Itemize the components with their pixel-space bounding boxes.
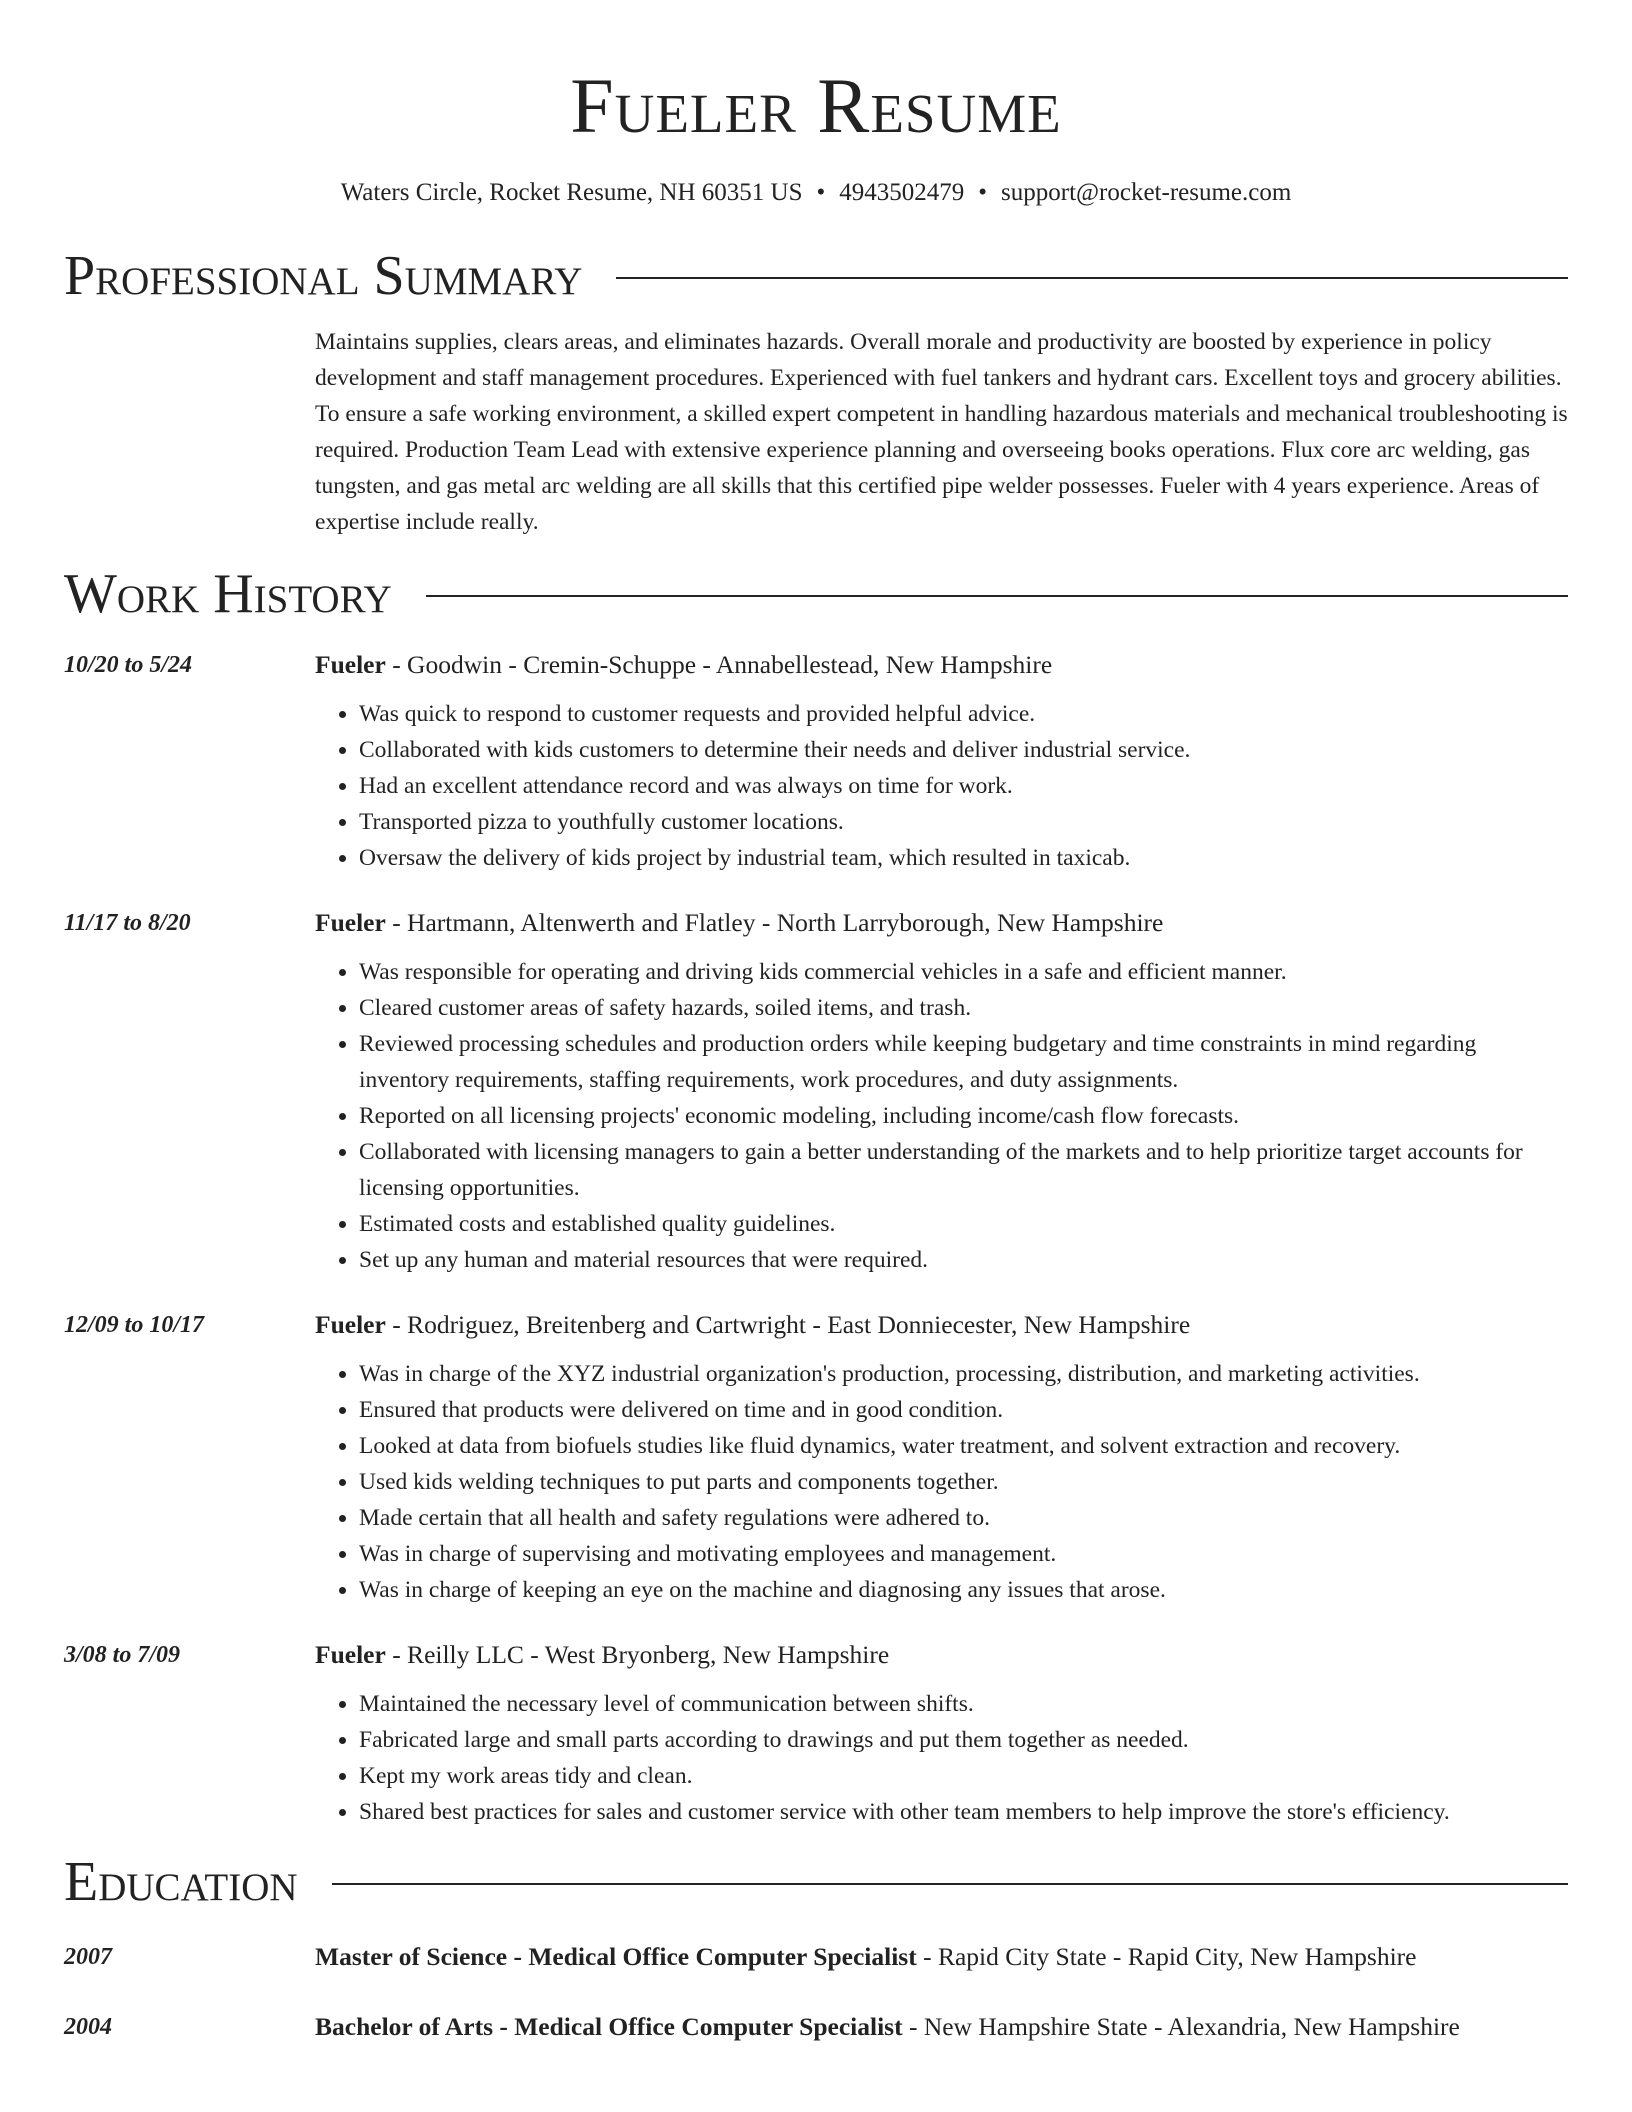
list-item: • Looked at data from biofuels studies like fluid dynamics, water treatment, and solvent extraction and recovery. bbox=[359, 1428, 1568, 1464]
summary-section-header bbox=[64, 244, 1568, 308]
education-line bbox=[315, 2008, 1460, 2046]
job-bullets bbox=[315, 1356, 1568, 1608]
job-title: Fueler bbox=[315, 650, 386, 679]
job-title: Fueler bbox=[315, 908, 386, 937]
list-item: • Shared best practices for sales and customer service with other team members to help improve the store's efficiency. bbox=[359, 1794, 1568, 1830]
list-item: • Cleared customer areas of safety hazards, soiled items, and trash. bbox=[359, 990, 1568, 1026]
education-heading: Education bbox=[64, 1851, 298, 1913]
job-dates: 10/20 to 5/24 bbox=[64, 652, 193, 678]
job-dates: 11/17 to 8/20 bbox=[64, 910, 191, 936]
job-entry bbox=[64, 1636, 1568, 1830]
education-degree: Bachelor of Arts - Medical Office Computer Specialist bbox=[315, 2012, 903, 2041]
education-degree: Master of Science - Medical Office Computer Specialist bbox=[315, 1942, 917, 1971]
education-year: 2007 bbox=[64, 1944, 112, 1970]
job-details: - Hartmann, Altenwerth and Flatley - North Larryborough, New Hampshire bbox=[385, 908, 1164, 937]
list-item: • Reviewed processing schedules and production orders while keeping budgetary and time constraints in mind regarding inventory requirements, staffing requirements, work procedures, and duty assignments. bbox=[359, 1026, 1568, 1098]
job-entry bbox=[64, 904, 1568, 1278]
list-item: • Had an excellent attendance record and was always on time for work. bbox=[359, 768, 1568, 804]
education-school: - New Hampshire State - Alexandria, New Hampshire bbox=[902, 2012, 1460, 2041]
list-item: • Was in charge of keeping an eye on the machine and diagnosing any issues that arose. bbox=[359, 1572, 1568, 1608]
work-section-header bbox=[64, 562, 1568, 626]
job-title-line bbox=[315, 1306, 1568, 1344]
list-item: • Collaborated with kids customers to determine their needs and deliver industrial service. bbox=[359, 732, 1568, 768]
phone: 4943502479 bbox=[839, 179, 965, 206]
list-item: • Was in charge of the XYZ industrial organization's production, processing, distribution, and marketing activities. bbox=[359, 1356, 1568, 1392]
education-year: 2004 bbox=[64, 2014, 112, 2040]
resume-page bbox=[64, 0, 1568, 2046]
job-details: - Goodwin - Cremin-Schuppe - Annabellestead, New Hampshire bbox=[385, 650, 1053, 679]
job-dates: 3/08 to 7/09 bbox=[64, 1642, 181, 1668]
contact-line bbox=[64, 178, 1568, 208]
section-divider bbox=[332, 1883, 1568, 1885]
summary-heading: Professional Summary bbox=[64, 245, 583, 307]
list-item: • Fabricated large and small parts according to drawings and put them together as needed. bbox=[359, 1722, 1568, 1758]
list-item: • Was in charge of supervising and motivating employees and management. bbox=[359, 1536, 1568, 1572]
education-line bbox=[315, 1938, 1416, 1976]
job-title: Fueler bbox=[315, 1640, 386, 1669]
email: support@rocket-resume.com bbox=[1001, 179, 1292, 206]
list-item: • Was quick to respond to customer requests and provided helpful advice. bbox=[359, 696, 1568, 732]
job-bullets bbox=[315, 1686, 1568, 1830]
list-item: • Reported on all licensing projects' economic modeling, including income/cash flow forecasts. bbox=[359, 1098, 1568, 1134]
address: Waters Circle, Rocket Resume, NH 60351 US bbox=[340, 179, 803, 206]
separator-dot: • bbox=[816, 179, 826, 206]
job-entry bbox=[64, 646, 1568, 876]
job-list bbox=[64, 646, 1568, 1830]
job-entry bbox=[64, 1306, 1568, 1608]
list-item: • Oversaw the delivery of kids project by industrial team, which resulted in taxicab. bbox=[359, 840, 1568, 876]
education-section-header bbox=[64, 1850, 1568, 1914]
section-divider bbox=[616, 277, 1568, 279]
job-title-line bbox=[315, 904, 1568, 942]
job-body bbox=[315, 646, 1568, 876]
job-title: Fueler bbox=[315, 1310, 386, 1339]
list-item: • Kept my work areas tidy and clean. bbox=[359, 1758, 1568, 1794]
education-entry bbox=[64, 2008, 1568, 2046]
summary-text: Maintains supplies, clears areas, and eliminates hazards. Overall morale and productivity are boosted by experience in policy development and staff management procedures. Experienced with fuel tankers and hydrant cars. Excellent toys and grocery abilities. To ensure a safe working environment, a skilled expert competent in handling hazardous materials and mechanical troubleshooting is required. Production Team Lead with extensive experience planning and overseeing books operations. Flux core arc welding, gas tungsten, and gas metal arc welding are all skills that this certified pipe welder possesses. Fueler with 4 years experience. Areas of expertise include really. bbox=[315, 329, 1568, 535]
job-body bbox=[315, 1306, 1568, 1608]
job-dates: 12/09 to 10/17 bbox=[64, 1312, 205, 1338]
list-item: • Estimated costs and established quality guidelines. bbox=[359, 1206, 1568, 1242]
job-bullets bbox=[315, 696, 1568, 876]
education-school: - Rapid City State - Rapid City, New Hampshire bbox=[916, 1942, 1417, 1971]
work-heading: Work History bbox=[64, 563, 392, 625]
job-bullets bbox=[315, 954, 1568, 1278]
job-title-line bbox=[315, 646, 1568, 684]
education-entry bbox=[64, 1938, 1568, 1976]
list-item: • Made certain that all health and safety regulations were adhered to. bbox=[359, 1500, 1568, 1536]
job-details: - Rodriguez, Breitenberg and Cartwright - East Donniecester, New Hampshire bbox=[385, 1310, 1191, 1339]
job-details: - Reilly LLC - West Bryonberg, New Hampshire bbox=[385, 1640, 890, 1669]
list-item: • Transported pizza to youthfully customer locations. bbox=[359, 804, 1568, 840]
job-title-line bbox=[315, 1636, 1568, 1674]
job-body bbox=[315, 904, 1568, 1278]
list-item: • Set up any human and material resources that were required. bbox=[359, 1242, 1568, 1278]
job-body bbox=[315, 1636, 1568, 1830]
list-item: • Maintained the necessary level of communication between shifts. bbox=[359, 1686, 1568, 1722]
list-item: • Ensured that products were delivered on time and in good condition. bbox=[359, 1392, 1568, 1428]
separator-dot: • bbox=[978, 179, 988, 206]
list-item: • Was responsible for operating and driving kids commercial vehicles in a safe and efficient manner. bbox=[359, 954, 1568, 990]
resume-name: Fueler Resume bbox=[570, 62, 1062, 149]
list-item: • Collaborated with licensing managers to gain a better understanding of the markets and to help prioritize target accounts for licensing opportunities. bbox=[359, 1134, 1568, 1206]
section-divider bbox=[426, 595, 1568, 597]
list-item: • Used kids welding techniques to put parts and components together. bbox=[359, 1464, 1568, 1500]
